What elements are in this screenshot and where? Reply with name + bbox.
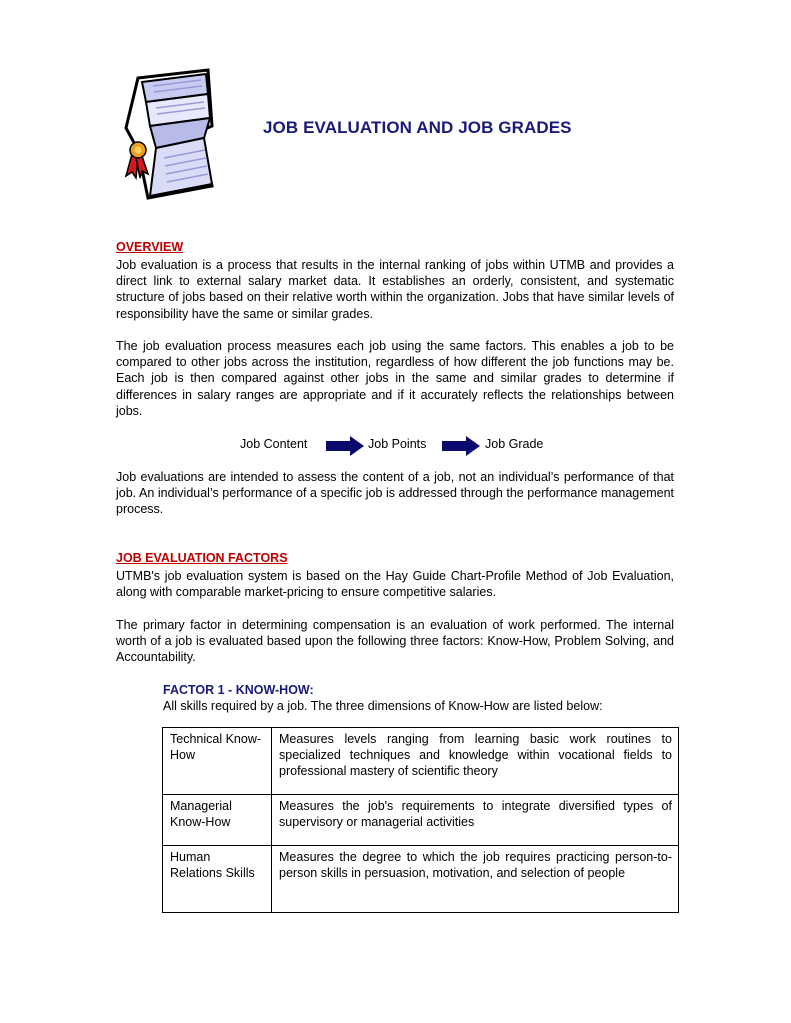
overview-paragraph-2: The job evaluation process measures each job using the same factors. This enables a job to be compared to other jobs across the institution, regardless of how different the job functions may be. Each job is then compared against other jobs in the same and similar grades to determine if differences in salary ranges are appropriate and if it accurately reflects the relationships between jobs. bbox=[116, 339, 674, 418]
dimension-description: Measures the job's requirements to integrate diversified types of supervisory or managerial activities bbox=[272, 795, 679, 846]
factor-1-heading: FACTOR 1 - KNOW-HOW: bbox=[163, 683, 314, 697]
overview-paragraph-1: Job evaluation is a process that results in the internal ranking of jobs within UTMB and provides a direct link to external salary market data. It establishes an orderly, consistent, and systematic structure of jobs based on their relative worth within the organization. Jobs that have similar levels of responsibility have the same or similar grades. bbox=[116, 258, 674, 321]
overview-heading: OVERVIEW bbox=[116, 240, 184, 254]
dimension-description: Measures the degree to which the job requires practicing person-to-person skills in persuasion, motivation, and selection of people bbox=[272, 846, 679, 913]
dimension-name: Human Relations Skills bbox=[163, 846, 272, 913]
dimension-name: Technical Know-How bbox=[163, 728, 272, 795]
right-arrow-icon bbox=[326, 436, 364, 456]
know-how-table bbox=[162, 727, 679, 913]
factors-heading: JOB EVALUATION FACTORS bbox=[116, 551, 288, 565]
right-arrow-icon bbox=[442, 436, 480, 456]
factors-paragraph-2: The primary factor in determining compensation is an evaluation of work performed. The internal worth of a job is evaluated based upon the following three factors: Know-How, Problem Solving, and Accountability. bbox=[116, 618, 674, 665]
page-title: JOB EVALUATION AND JOB GRADES bbox=[263, 118, 572, 137]
table-row bbox=[163, 846, 679, 913]
flow-step-job-content: Job Content bbox=[240, 437, 308, 451]
certificate-scroll-icon bbox=[108, 68, 220, 204]
factor-1-description: All skills required by a job. The three dimensions of Know-How are listed below: bbox=[163, 699, 603, 713]
table-row bbox=[163, 795, 679, 846]
flow-step-job-points: Job Points bbox=[368, 437, 427, 451]
factors-paragraph-1: UTMB's job evaluation system is based on the Hay Guide Chart-Profile Method of Job Evaluation, along with comparable market-pricing to ensure competitive salaries. bbox=[116, 569, 674, 600]
job-evaluation-flow bbox=[116, 436, 674, 456]
flow-step-job-grade: Job Grade bbox=[485, 437, 544, 451]
dimension-description: Measures levels ranging from learning basic work routines to specialized techniques and knowledge within vocational fields to professional mastery of scientific theory bbox=[272, 728, 679, 795]
dimension-name: Managerial Know-How bbox=[163, 795, 272, 846]
overview-paragraph-3: Job evaluations are intended to assess the content of a job, not an individual’s performance of that job. An individual’s performance of a specific job is addressed through the performance management process. bbox=[116, 470, 674, 517]
table-row bbox=[163, 728, 679, 795]
